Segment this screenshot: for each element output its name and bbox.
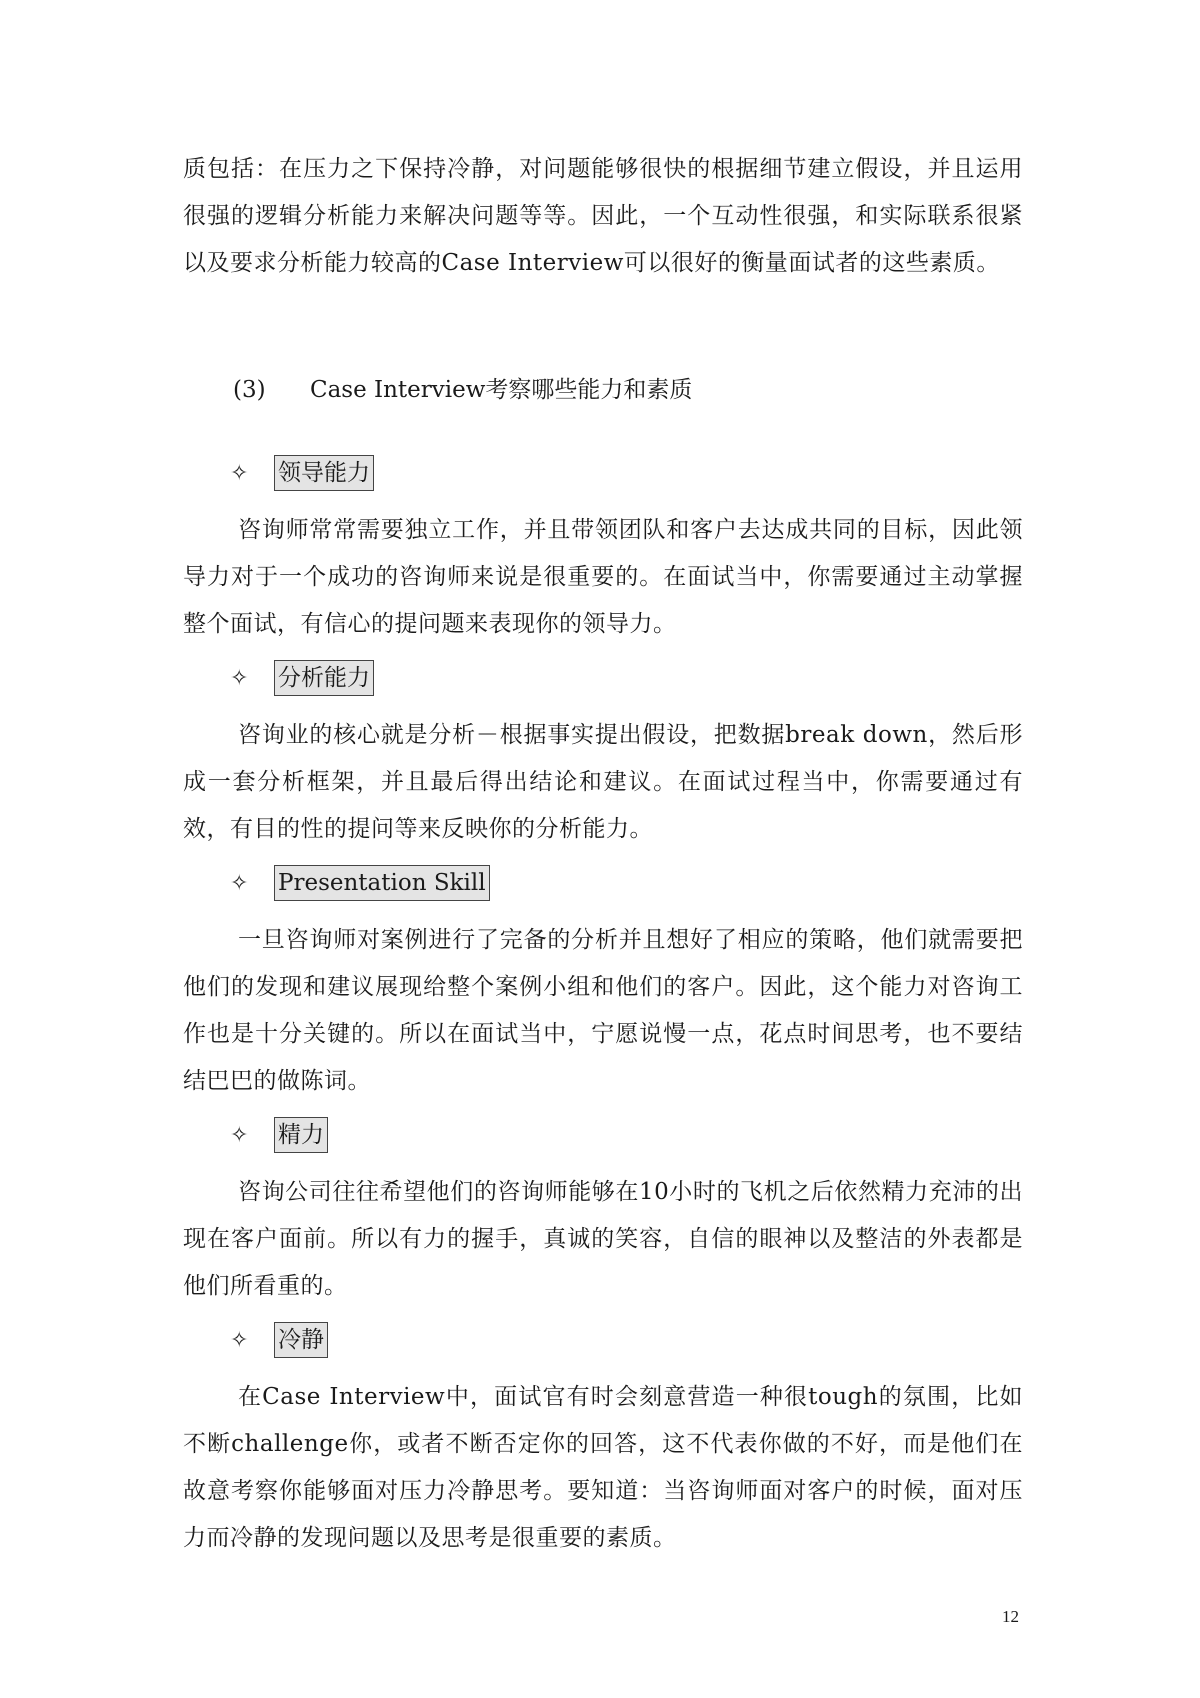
bullet-paragraph: 咨询公司往往希望他们的咨询师能够在10小时的飞机之后依然精力充沛的出现在客户面前。所以有力的握手，真诚的笑容，自信的眼神以及整洁的外表都是他们所看重的。	[183, 1179, 1023, 1299]
page-number: 12	[1002, 1607, 1019, 1626]
section-title: Case Interview考察哪些能力和素质	[310, 377, 693, 403]
bullet-item-presentation	[230, 863, 490, 903]
bullet-paragraph: 咨询师常常需要独立工作，并且带领团队和客户去达成共同的目标，因此领导力对于一个成功的咨询师来说是很重要的。在面试当中，你需要通过主动掌握整个面试，有信心的提问题来表现你的领导力。	[183, 517, 1023, 637]
bullet-item-leadership	[230, 453, 374, 493]
bullet-item-energy	[230, 1115, 328, 1155]
bullet-paragraph: 在Case Interview中，面试官有时会刻意营造一种很tough的氛围，比如不断challenge你，或者不断否定你的回答，这不代表你做的不好，而是他们在故意考察你能够面对压力冷静思考。要知道：当咨询师面对客户的时候，面对压力而冷静的发现问题以及思考是很重要的素质。	[183, 1384, 1023, 1551]
four-pointed-star-icon: ✧	[230, 460, 249, 486]
four-pointed-star-icon: ✧	[230, 1122, 249, 1148]
bullet-label: 分析能力	[274, 660, 374, 696]
section-heading	[233, 370, 692, 410]
four-pointed-star-icon: ✧	[230, 665, 249, 691]
bullet-paragraph: 咨询业的核心就是分析－根据事实提出假设，把数据break down，然后形成一套分析框架，并且最后得出结论和建议。在面试过程当中，你需要通过有效，有目的性的提问等来反映你的分析能力。	[183, 722, 1023, 842]
bullet-item-calm	[230, 1320, 328, 1360]
bullet-label: 领导能力	[274, 455, 374, 491]
section-number: (3)	[233, 377, 266, 403]
bullet-label: 精力	[274, 1117, 328, 1153]
bullet-label: Presentation Skill	[274, 865, 490, 901]
four-pointed-star-icon: ✧	[230, 1327, 249, 1353]
four-pointed-star-icon: ✧	[230, 870, 249, 896]
intro-paragraph: 质包括：在压力之下保持冷静，对问题能够很快的根据细节建立假设，并且运用很强的逻辑分析能力来解决问题等等。因此，一个互动性很强，和实际联系很紧以及要求分析能力较高的Case Interview可以很好的衡量面试者的这些素质。	[183, 156, 1023, 276]
bullet-paragraph: 一旦咨询师对案例进行了完备的分析并且想好了相应的策略，他们就需要把他们的发现和建议展现给整个案例小组和他们的客户。因此，这个能力对咨询工作也是十分关键的。所以在面试当中，宁愿说慢一点，花点时间思考，也不要结结巴巴的做陈词。	[183, 927, 1023, 1094]
bullet-item-analysis	[230, 658, 374, 698]
bullet-label: 冷静	[274, 1322, 328, 1358]
